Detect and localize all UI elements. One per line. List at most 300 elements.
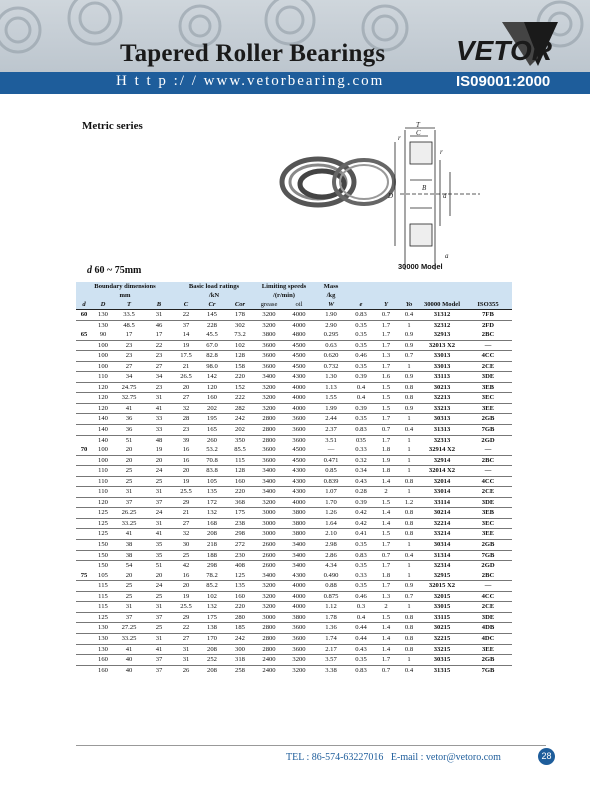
table-cell: 82.8 [198, 351, 226, 362]
table-cell: 3200 [284, 655, 314, 666]
table-cell: 0.8 [398, 623, 420, 634]
table-cell: 2CE [464, 487, 512, 498]
table-cell: 1.5 [374, 382, 398, 393]
table-cell: 298 [226, 529, 254, 540]
group-ratings: Basic load ratings [174, 282, 254, 291]
col-header: D [92, 300, 114, 310]
table-cell: 2CE [464, 602, 512, 613]
table-cell: 3200 [254, 393, 284, 404]
table-cell: 73.2 [234, 331, 246, 339]
table-cell: 53.2 [206, 446, 218, 454]
table-cell [76, 633, 92, 644]
table-cell: 32213 [420, 393, 464, 404]
col-header: Yo [398, 300, 420, 310]
table-cell: 33114 [420, 497, 464, 508]
table-cell: 138 [198, 623, 226, 634]
table-cell: 150 [92, 561, 114, 571]
table-cell: 4300 [284, 466, 314, 477]
table-cell: 0.83 [348, 425, 374, 436]
table-cell: 3DE [464, 612, 512, 623]
table-cell [76, 550, 92, 561]
col-header: C [174, 300, 198, 310]
table-cell: 2600 [254, 540, 284, 551]
table-cell: 0.4 [348, 612, 374, 623]
table-cell [76, 612, 92, 623]
table-cell: 2800 [254, 644, 284, 655]
table-cell: 33215 [420, 644, 464, 655]
table-cell: 19 [174, 340, 198, 351]
table-cell [76, 361, 92, 372]
table-cell: 2800 [254, 435, 284, 445]
footer-divider [76, 745, 546, 746]
unit-mass: /kg [314, 291, 348, 300]
table-cell: 0.471 [314, 455, 348, 466]
table-cell: 2 [374, 487, 398, 498]
table-cell [76, 487, 92, 498]
table-cell: 0.8 [398, 393, 420, 404]
table-cell: 1 [398, 655, 420, 666]
table-cell: 100 [92, 455, 114, 466]
table-cell: 120 [92, 497, 114, 508]
table-cell: 33 [144, 414, 174, 425]
table-cell: 160 [198, 393, 226, 404]
table-cell: 2800 [254, 623, 284, 634]
table-cell: 178 [235, 311, 245, 318]
table-cell: 4000 [284, 382, 314, 393]
table-cell: 3000 [254, 508, 284, 519]
table-cell: 160 [226, 476, 254, 487]
table-cell: 0.83 [348, 665, 374, 675]
website-url[interactable]: H t t p :/ / www.vetorbearing.com [116, 73, 385, 89]
table-cell: 30315 [420, 655, 464, 666]
table-cell: 0.8 [398, 612, 420, 623]
table-cell: 2BC [481, 331, 495, 339]
table-cell: 1.13 [314, 382, 348, 393]
table-cell: 318 [226, 655, 254, 666]
table-cell: 1.3 [374, 591, 398, 602]
table-cell: 27 [114, 361, 144, 372]
label-T: T [416, 121, 420, 129]
table-cell: 0.9 [398, 581, 420, 592]
table-cell: 280 [226, 612, 254, 623]
table-cell: 17 [125, 331, 133, 339]
table-cell: 75 [80, 571, 88, 579]
table-cell: 120 [198, 382, 226, 393]
table-cell: 25 [114, 591, 144, 602]
table-cell: 4300 [284, 476, 314, 487]
table-cell: 7GB [464, 550, 512, 561]
table-cell: 1.9 [374, 455, 398, 466]
table-cell: 25 [114, 466, 144, 477]
table-cell: 3400 [284, 550, 314, 561]
table-cell: 0.44 [348, 633, 374, 644]
table-cell: 0.34 [348, 466, 374, 477]
table-cell: 3DE [464, 372, 512, 383]
label-d: d [443, 192, 447, 200]
table-cell [76, 623, 92, 634]
table-cell: 2.17 [314, 644, 348, 655]
table-cell: 160 [92, 655, 114, 666]
table-cell: 135 [198, 487, 226, 498]
table-cell: 3400 [254, 466, 284, 477]
table-cell: 3400 [262, 571, 276, 579]
table-cell: 252 [198, 655, 226, 666]
table-cell: 130 [92, 633, 114, 644]
table-cell: 300 [226, 644, 254, 655]
table-cell: 4000 [284, 591, 314, 602]
table-cell: 31 [114, 602, 144, 613]
table-cell: 45.5 [206, 331, 218, 339]
table-cell [76, 497, 92, 508]
group-speeds: Limiting speeds [254, 282, 314, 291]
table-cell: 350 [226, 435, 254, 445]
table-cell: 1.7 [374, 561, 398, 571]
table-cell: 1.4 [374, 644, 398, 655]
table-cell: 208 [198, 665, 226, 675]
table-cell: 100 [92, 351, 114, 362]
table-cell: 3EC [464, 518, 512, 529]
table-row [76, 550, 512, 561]
table-cell: 83.8 [198, 466, 226, 477]
table-cell: 170 [198, 633, 226, 644]
table-cell: 2.98 [314, 540, 348, 551]
table-cell: 33113 [420, 372, 464, 383]
table-cell: 19 [155, 446, 163, 454]
table-cell: 125 [92, 518, 114, 529]
vetor-logo [454, 20, 564, 68]
table-row [76, 361, 512, 372]
table-cell: 3600 [284, 435, 314, 445]
table-cell: 0.732 [314, 361, 348, 372]
table-cell: 1.8 [381, 446, 391, 454]
table-cell: 42 [174, 561, 198, 571]
table-cell: 37 [144, 497, 174, 508]
table-cell: 30314 [420, 540, 464, 551]
table-cell: 37 [174, 320, 198, 330]
table-cell: 0.35 [348, 361, 374, 372]
table-cell: 1 [398, 455, 420, 466]
table-cell: 32014 [420, 476, 464, 487]
table-cell: 0.44 [348, 623, 374, 634]
table-cell: 4CC [464, 351, 512, 362]
table-cell: 24 [144, 581, 174, 592]
table-cell: 3600 [284, 633, 314, 644]
table-cell: 37 [144, 612, 174, 623]
table-cell: 3EB [464, 508, 512, 519]
table-row [76, 320, 512, 330]
table-row [76, 633, 512, 644]
table-cell: 24 [144, 508, 174, 519]
table-cell: 20 [114, 455, 144, 466]
table-cell: 30313 [420, 414, 464, 425]
table-cell: 7GB [464, 425, 512, 436]
table-cell: 31315 [420, 665, 464, 675]
bearing-drawing [240, 120, 490, 280]
table-cell: 220 [226, 487, 254, 498]
range-prefix: d [87, 265, 92, 276]
table-cell: 30214 [420, 508, 464, 519]
label-a: a [445, 252, 449, 260]
table-cell: 32913 [433, 331, 451, 339]
table-cell: 20 [144, 455, 174, 466]
table-row [76, 466, 512, 477]
table-cell: — [484, 446, 492, 454]
table-cell: 31 [174, 644, 198, 655]
table-cell: 1.4 [374, 518, 398, 529]
table-cell: 0.88 [314, 581, 348, 592]
table-cell: 32314 [420, 561, 464, 571]
table-row [76, 602, 512, 613]
table-cell: 3200 [262, 311, 276, 318]
drawing-caption: 30000 Model [398, 262, 443, 271]
table-cell: 1.7 [374, 320, 398, 330]
table-cell: 31313 [420, 425, 464, 436]
table-cell: 208 [198, 644, 226, 655]
table-cell [76, 403, 92, 414]
col-header: Y [374, 300, 398, 310]
table-cell: 70 [80, 446, 88, 454]
table-cell: 20 [174, 466, 198, 477]
table-cell: 120 [92, 393, 114, 404]
table-cell: 32914 X2 [428, 446, 456, 454]
table-cell: 168 [198, 518, 226, 529]
table-cell: 1.7 [374, 435, 398, 445]
table-cell: 36 [114, 414, 144, 425]
table-cell: 3.51 [314, 435, 348, 445]
table-cell: 3600 [284, 425, 314, 436]
footer-contact [286, 752, 501, 763]
table-row [76, 644, 512, 655]
table-cell: 1.6 [374, 372, 398, 383]
table-cell: 0.39 [348, 403, 374, 414]
table-cell: 202 [198, 403, 226, 414]
table-cell: 25 [114, 476, 144, 487]
table-cell: 1.2 [398, 497, 420, 508]
table-body [76, 310, 512, 676]
table-cell: 4000 [284, 602, 314, 613]
table-cell: 4DB [464, 623, 512, 634]
table-row [76, 372, 512, 383]
table-cell: 32313 [420, 435, 464, 445]
table-cell: 23 [144, 351, 174, 362]
table-cell: 0.85 [314, 466, 348, 477]
table-cell: 3400 [254, 476, 284, 487]
table-cell: 0.4 [348, 382, 374, 393]
table-cell: 0.9 [398, 340, 420, 351]
logo-text: VETOR [456, 35, 552, 66]
table-cell: 33.25 [114, 518, 144, 529]
table-cell: 1.5 [374, 497, 398, 508]
table-cell: 90 [99, 331, 107, 339]
table-cell: 3200 [254, 602, 284, 613]
table-cell: 26 [174, 665, 198, 675]
table-cell: 1.12 [314, 602, 348, 613]
footer-email[interactable]: E-mail : vetor@vetoro.com [390, 752, 501, 763]
page-number: 28 [538, 748, 555, 765]
table-cell: 2BC [481, 571, 495, 579]
table-cell: 51 [114, 435, 144, 445]
table-cell: 1.7 [374, 540, 398, 551]
table-cell: 4000 [292, 311, 306, 318]
table-cell: 222 [226, 393, 254, 404]
table-cell: 145 [207, 311, 217, 318]
table-cell: 115 [92, 591, 114, 602]
table-cell: 130 [92, 320, 114, 330]
table-cell [76, 340, 92, 351]
table-cell: 21 [174, 361, 198, 372]
table-cell: 32914 [420, 455, 464, 466]
table-cell: 0.8 [398, 644, 420, 655]
table-cell: 2GB [464, 655, 512, 666]
table-cell: 3200 [254, 382, 284, 393]
table-cell: 172 [198, 497, 226, 508]
table-cell: 3000 [254, 518, 284, 529]
table-cell: 3800 [284, 508, 314, 519]
table-cell: 1 [398, 466, 420, 477]
table-cell: 2800 [254, 414, 284, 425]
table-cell: 195 [198, 414, 226, 425]
table-cell: 100 [92, 361, 114, 372]
table-cell: 32.75 [114, 393, 144, 404]
table-cell: 2GB [464, 540, 512, 551]
table-cell: 7FB [482, 311, 494, 318]
table-cell: 34 [144, 372, 174, 383]
page-title: Tapered Roller Bearings [120, 40, 386, 67]
table-cell: 0.620 [314, 351, 348, 362]
table-cell: 31 [144, 487, 174, 498]
table-cell: 3200 [254, 320, 284, 330]
table-cell: 1 [398, 487, 420, 498]
table-cell: 1 [398, 361, 420, 372]
table-cell: 32014 X2 [420, 466, 464, 477]
table-cell: 41 [144, 644, 174, 655]
table-cell: 0.35 [348, 540, 374, 551]
table-cell: 132 [198, 508, 226, 519]
table-cell: 27 [174, 633, 198, 644]
table-cell: 29 [174, 497, 198, 508]
table-cell: 25 [174, 550, 198, 561]
table-cell [76, 435, 92, 445]
table-cell: 32015 [420, 591, 464, 602]
table-cell: 2.10 [314, 529, 348, 540]
table-cell: 0.42 [348, 508, 374, 519]
table-row [76, 382, 512, 393]
table-cell: 37 [144, 655, 174, 666]
table-cell: 120 [92, 403, 114, 414]
table-cell: 125 [92, 612, 114, 623]
table-cell [76, 581, 92, 592]
table-cell: 22 [144, 340, 174, 351]
table-cell: 0.83 [348, 550, 374, 561]
table-cell: 140 [92, 425, 114, 436]
table-cell: 4800 [292, 331, 306, 339]
table-cell: 4DC [464, 633, 512, 644]
table-row [76, 487, 512, 498]
table-cell: 33213 [420, 403, 464, 414]
table-cell: 2600 [254, 561, 284, 571]
table-cell: 33014 [420, 487, 464, 498]
table-cell: 40 [114, 655, 144, 666]
table-cell: 2.86 [314, 550, 348, 561]
table-cell: 31 [144, 518, 174, 529]
table-cell: 165 [198, 425, 226, 436]
table-cell: 32 [174, 403, 198, 414]
table-cell: 41 [114, 403, 144, 414]
table-cell: 19 [174, 476, 198, 487]
table-cell [76, 665, 92, 675]
bearing-photo [282, 159, 394, 205]
table-cell: 158 [226, 361, 254, 372]
table-cell: 37 [114, 612, 144, 623]
table-cell: 102 [198, 591, 226, 602]
table-cell: 258 [226, 665, 254, 675]
table-cell: 0.8 [398, 518, 420, 529]
table-cell: 125 [92, 529, 114, 540]
table-cell: 0.7 [381, 311, 391, 318]
table-cell: 25.5 [174, 602, 198, 613]
table-cell: 160 [226, 591, 254, 602]
label-r1: r [398, 134, 401, 142]
table-row [76, 518, 512, 529]
table-cell [76, 425, 92, 436]
table-cell: 3EC [464, 393, 512, 404]
table-cell: 1.7 [374, 414, 398, 425]
range-text: 60 ~ 75mm [94, 265, 142, 276]
table-cell: 60 [80, 311, 88, 318]
table-cell: 65 [80, 331, 88, 339]
table-cell: 38 [114, 550, 144, 561]
section-diagram [395, 128, 480, 270]
table-cell: 3DE [464, 497, 512, 508]
table-cell: 1.99 [314, 403, 348, 414]
table-row [76, 612, 512, 623]
table-cell: 208 [198, 529, 226, 540]
table-cell: 218 [198, 540, 226, 551]
iso-certification: IS09001:2000 [456, 73, 551, 90]
table-cell: 3600 [254, 361, 284, 372]
table-cell: 33013 [420, 351, 464, 362]
table-cell: 25 [144, 476, 174, 487]
table-cell: 4500 [284, 361, 314, 372]
table-cell: 0.35 [355, 331, 367, 339]
table-cell: 282 [226, 403, 254, 414]
table-cell: 110 [92, 487, 114, 498]
table-cell [76, 455, 92, 466]
table-cell: 4000 [284, 403, 314, 414]
table-cell: 1.8 [381, 571, 391, 579]
table-cell: 33.5 [123, 311, 135, 318]
table-cell: 3000 [254, 529, 284, 540]
table-cell: 4000 [284, 320, 314, 330]
table-cell: 0.33 [355, 571, 367, 579]
table-cell: 130 [92, 644, 114, 655]
table-cell: 0.35 [348, 581, 374, 592]
table-cell: 33 [144, 425, 174, 436]
table-cell: 125 [235, 571, 245, 579]
table-cell: — [464, 340, 512, 351]
table-cell: 0.4 [348, 393, 374, 404]
table-cell: 36 [114, 425, 144, 436]
table-cell [76, 382, 92, 393]
table-cell: 238 [226, 518, 254, 529]
table-cell [76, 466, 92, 477]
table-cell: 16 [182, 446, 190, 454]
group-mass: Mass [314, 282, 348, 291]
table-cell: 31 [114, 487, 144, 498]
table-cell: 0.8 [398, 529, 420, 540]
col-header: ISO355 [464, 300, 512, 310]
table-cell: 202 [226, 425, 254, 436]
